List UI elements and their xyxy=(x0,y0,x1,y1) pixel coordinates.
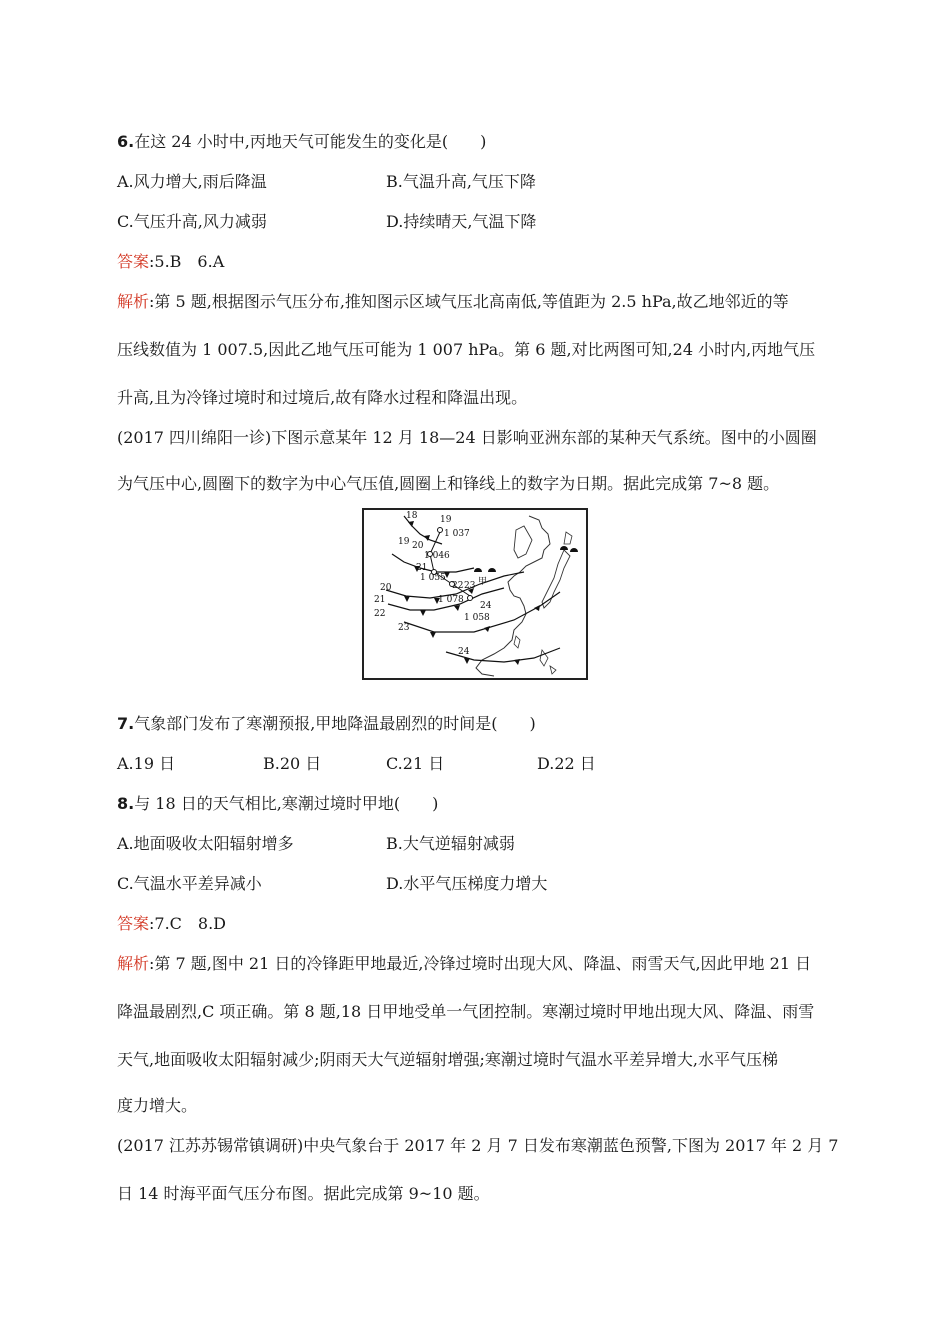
map-label-pressure: 1 046 xyxy=(424,551,450,561)
explanation-label: 解析 xyxy=(117,292,150,311)
weather-system-map xyxy=(362,508,588,680)
option-a: A.地面吸收太阳辐射增多 xyxy=(117,834,294,853)
map-label-day: 18 xyxy=(406,511,418,521)
question-stem: 在这 24 小时中,丙地天气可能发生的变化是( ) xyxy=(134,132,487,151)
option-a: A.19 日 xyxy=(117,754,176,773)
map-label-place: 甲 xyxy=(478,577,488,587)
explanation-text: :第 5 题,根据图示气压分布,推知图示区域气压北高南低,等值距为 2.5 hPa,故乙地邻近的等 xyxy=(149,292,789,311)
map-label-pressure: 1 055 xyxy=(420,573,446,583)
intro-9-10-line2: 日 14 时海平面气压分布图。据此完成第 9~10 题。 xyxy=(117,1184,490,1203)
explanation-5-6-line1 xyxy=(117,292,789,312)
map-label-pressure: 1 078 xyxy=(438,595,464,605)
question-number: 7. xyxy=(117,714,135,733)
intro-7-8-line1: (2017 四川绵阳一诊)下图示意某年 12 月 18—24 日影响亚洲东部的某种天气系统。图中的小圆圈 xyxy=(117,428,817,447)
map-label-day: 22 xyxy=(374,609,386,619)
map-label-day: 19 xyxy=(398,537,410,547)
intro-7-8-line2: 为气压中心,圆圈下的数字为中心气压值,圆圈上和锋线上的数字为日期。据此完成第 7~8 题。 xyxy=(117,474,780,493)
option-c: C.气压升高,风力减弱 xyxy=(117,212,267,231)
question-6 xyxy=(117,132,486,152)
answer-text: :7.C 8.D xyxy=(149,914,227,933)
question-7 xyxy=(117,714,536,734)
question-8 xyxy=(117,794,438,814)
map-label-day: 24 xyxy=(480,601,492,611)
map-label-day: 23 xyxy=(398,623,410,633)
explanation-5-6-line2: 压线数值为 1 007.5,因此乙地气压可能为 1 007 hPa。第 6 题,对比两图可知,24 小时内,丙地气压 xyxy=(117,340,816,359)
map-label-day: 19 xyxy=(440,515,452,525)
option-d: D.水平气压梯度力增大 xyxy=(386,874,548,893)
intro-9-10-line1: (2017 江苏苏锡常镇调研)中央气象台于 2017 年 2 月 7 日发布寒潮蓝色预警,下图为 2017 年 2 月 7 xyxy=(117,1136,839,1155)
question-number: 8. xyxy=(117,794,135,813)
answer-text: :5.B 6.A xyxy=(149,252,225,271)
question-number: 6. xyxy=(117,132,135,151)
question-stem: 气象部门发布了寒潮预报,甲地降温最剧烈的时间是( ) xyxy=(134,714,536,733)
map-label-pressure: 1 037 xyxy=(444,529,470,539)
explanation-5-6-line3: 升高,且为冷锋过境时和过境后,故有降水过程和降温出现。 xyxy=(117,388,528,407)
map-label-day: 23 xyxy=(464,581,476,591)
option-b: B.大气逆辐射减弱 xyxy=(386,834,515,853)
explanation-7-8-line4: 度力增大。 xyxy=(117,1096,198,1115)
explanation-label: 解析 xyxy=(117,954,150,973)
answer-7-8 xyxy=(117,914,226,934)
explanation-7-8-line2: 降温最剧烈,C 项正确。第 8 题,18 日甲地受单一气团控制。寒潮过境时甲地出现大风、降温、雨雪 xyxy=(117,1002,815,1021)
answer-5-6 xyxy=(117,252,224,272)
option-c: C.21 日 xyxy=(386,754,445,773)
map-label-day: 20 xyxy=(380,583,392,593)
explanation-7-8-line3: 天气,地面吸收太阳辐射减少;阴雨天大气逆辐射增强;寒潮过境时气温水平差异增大,水平气压梯 xyxy=(117,1050,778,1069)
answer-label: 答案 xyxy=(117,914,150,933)
map-label-day: 21 xyxy=(374,595,386,605)
map-label-day: 24 xyxy=(458,647,470,657)
map-label-day: 21 xyxy=(416,563,428,573)
option-c: C.气温水平差异减小 xyxy=(117,874,262,893)
option-d: D.持续晴天,气温下降 xyxy=(386,212,537,231)
question-stem: 与 18 日的天气相比,寒潮过境时甲地( ) xyxy=(134,794,439,813)
explanation-7-8-line1 xyxy=(117,954,811,974)
option-b: B.气温升高,气压下降 xyxy=(386,172,536,191)
answer-label: 答案 xyxy=(117,252,150,271)
map-label-pressure: 1 058 xyxy=(464,613,490,623)
option-b: B.20 日 xyxy=(263,754,322,773)
map-label-day: 20 xyxy=(412,541,424,551)
option-d: D.22 日 xyxy=(537,754,596,773)
explanation-text: :第 7 题,图中 21 日的冷锋距甲地最近,冷锋过境时出现大风、降温、雨雪天气,因此甲地 21 日 xyxy=(149,954,812,973)
option-a: A.风力增大,雨后降温 xyxy=(117,172,267,191)
map-label-day: 22 xyxy=(452,581,464,591)
